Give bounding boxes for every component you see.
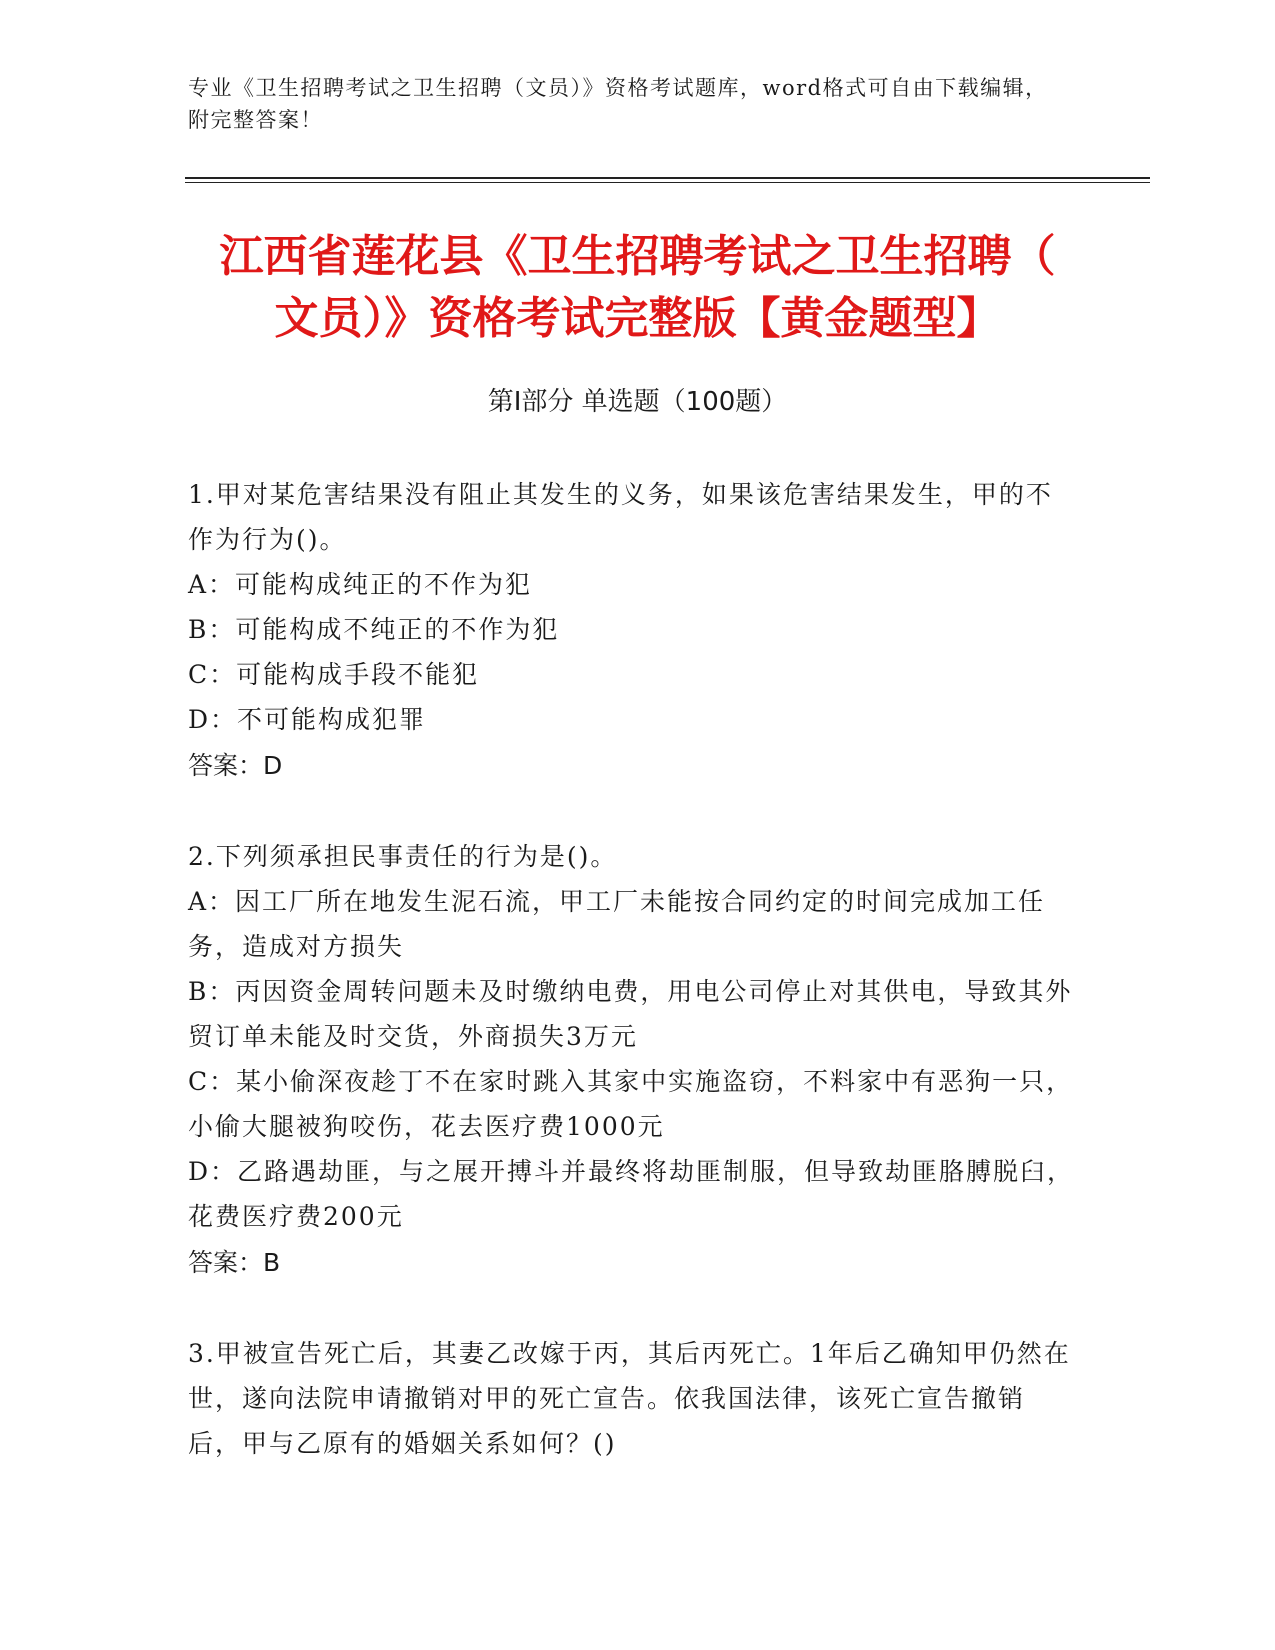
option-d: D：乙路遇劫匪，与之展开搏斗并最终将劫匪制服，但导致劫匪胳膊脱臼，花费医疗费200元 bbox=[188, 1157, 1075, 1231]
question-stem: 1.甲对某危害结果没有阻止其发生的义务，如果该危害结果发生，甲的不作为行为()。 bbox=[188, 480, 1053, 554]
section-heading: 第Ⅰ部分 单选题（100题） bbox=[487, 387, 788, 417]
option-d: D：不可能构成犯罪 bbox=[188, 705, 427, 734]
question-list bbox=[188, 472, 1078, 1510]
question-stem: 2.下列须承担民事责任的行为是()。 bbox=[188, 842, 618, 871]
option-a: A：可能构成纯正的不作为犯 bbox=[188, 570, 533, 599]
option-c: C：某小偷深夜趁丁不在家时跳入其家中实施盗窃，不料家中有恶狗一只，小偷大腿被狗咬伤，花去医疗费1000元 bbox=[188, 1067, 1074, 1141]
option-a: A：因工厂所在地发生泥石流，甲工厂未能按合同约定的时间完成加工任务，造成对方损失 bbox=[188, 887, 1046, 961]
option-b: B：可能构成不纯正的不作为犯 bbox=[188, 615, 560, 644]
header-note: 专业《卫生招聘考试之卫生招聘（文员）》资格考试题库，word格式可自由下载编辑，附完整答案！ bbox=[188, 76, 1048, 132]
answer: 答案：B bbox=[188, 1248, 281, 1277]
header-divider-thin bbox=[185, 182, 1150, 183]
header-divider-thick bbox=[185, 177, 1150, 179]
document-title-line-2: 文员）》资格考试完整版【黄金题型】 bbox=[274, 293, 1001, 344]
document-title-line-1: 江西省莲花县《卫生招聘考试之卫生招聘（ bbox=[219, 231, 1056, 282]
option-b: B：丙因资金周转问题未及时缴纳电费，用电公司停止对其供电，导致其外贸订单未能及时交货，外商损失3万元 bbox=[188, 977, 1073, 1051]
question-stem: 3.甲被宣告死亡后，其妻乙改嫁于丙，其后丙死亡。1年后乙确知甲仍然在世，遂向法院申请撤销对甲的死亡宣告。依我国法律，该死亡宣告撤销后，甲与乙原有的婚姻关系如何？() bbox=[188, 1339, 1071, 1458]
answer: 答案：D bbox=[188, 751, 283, 780]
question-3 bbox=[188, 1331, 1078, 1466]
document-title bbox=[180, 226, 1095, 350]
question-1 bbox=[188, 472, 1078, 790]
question-2 bbox=[188, 834, 1078, 1287]
option-c: C：可能构成手段不能犯 bbox=[188, 660, 480, 689]
